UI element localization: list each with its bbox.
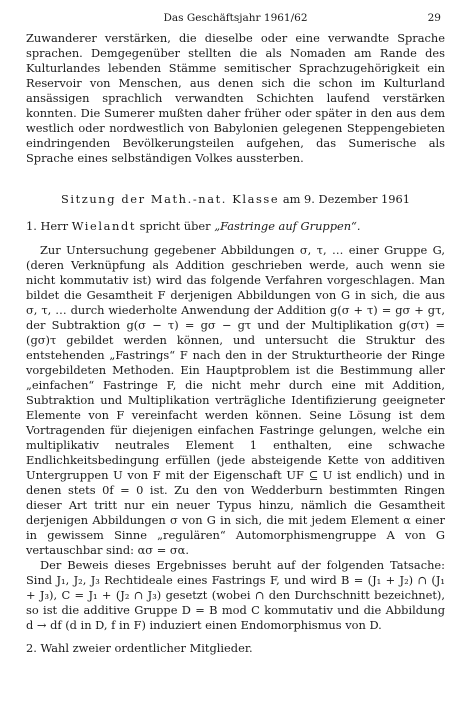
talk-title: „Fastringe auf Gruppen“. bbox=[214, 219, 361, 233]
speaker-name: Wielandt bbox=[71, 219, 137, 233]
proof-paragraph: Der Beweis dieses Ergebnisses beruht auf der folgenden Tatsache: Sind J₁, J₂, J₃ Rechtideale eines Fastrings F, und wird B = (J₁ + J₂) ∩ (J₁ + J₃), C = J₁ + (J₂ ∩ J₃) gesetzt (wobei ∩ den Durchschnitt bezeichnet), so ist die additive Gruppe D = B mod C kommutativ und die Abbildung d → df (d in D, f in F) induziert einen Endomorphismus von D. bbox=[26, 558, 445, 632]
page-number: 29 bbox=[427, 12, 441, 24]
session-heading bbox=[26, 192, 445, 207]
agenda-item-1 bbox=[26, 219, 445, 234]
agenda-item-2: 2. Wahl zweier ordentlicher Mitglieder. bbox=[26, 641, 253, 655]
session-heading-date: am 9. Dezember 1961 bbox=[279, 192, 411, 206]
running-head-title: Das Geschäftsjahr 1961/62 bbox=[163, 12, 308, 24]
opening-paragraph: Zuwanderer verstärken, die dieselbe oder eine verwandte Sprache sprachen. Demgegenüber stellten die als Nomaden am Rande des Kulturlandes lebenden Stämme semitischer Sprachzugehörigkeit ein Reservoir von Menschen, aus denen sich die schon im Kulturland ansässigen sprachlich verwandten Schichten laufend verstärken konnten. Die Sumerer mußten daher früher oder später in den aus dem westlich oder nordwestlich von Babylonien gelegenen Steppengebieten eindringenden Bevölkerungsteilen aufgehen, das Sumerische als Sprache eines selbständigen Volkes aussterben. bbox=[26, 31, 445, 165]
agenda-item-1-verb: spricht über bbox=[136, 219, 215, 233]
running-head bbox=[26, 8, 445, 28]
agenda-item-1-prefix: 1. Herr bbox=[26, 219, 72, 233]
session-heading-main: Sitzung der Math.-nat. Klasse bbox=[60, 192, 280, 206]
main-paragraph: Zur Untersuchung gegebener Abbildungen σ, τ, … einer Gruppe G, (deren Verknüpfung als Addition geschrieben werde, auch wenn sie nicht kommutativ ist) wird das folgende Verfahren vorgeschlagen. Man bildet die Gesamtheit F derjenigen Abbildungen von G in sich, die aus σ, τ, … durch wiederholte Anwendung der Addition g(σ + τ) = gσ + gτ, der Subtraktion g(σ − τ) = gσ − gτ und der Multiplikation g(στ) = (gσ)τ gebildet werden können, und untersucht die Struktur des entstehenden „Fastrings“ F nach den in der Strukturtheorie der Ringe vorgebildeten Methoden. Ein Hauptproblem ist die Bestimmung aller „einfachen“ Fastringe F, die nicht mehr durch eine mit Addition, Subtraktion und Multiplikation verträgliche Identifizierung geeigneter Elemente von F vereinfacht werden können. Seine Lösung ist dem Vortragenden für diejenigen einfachen Fastringe gelungen, welche ein multiplikativ neutrales Element 1 enthalten, eine schwache Endlichkeitsbedingung erfüllen (jede absteigende Kette von additiven Untergruppen U von F mit der Eigenschaft UF ⊆ U ist endlich) und in denen stets 0f = 0 ist. Zu den von Wedderburn bestimmten Ringen dieser Art tritt nur ein neuer Typus hinzu, nämlich die Gesamtheit derjenigen Abbildungen σ von G in sich, die mit jedem Element α einer in gewissem Sinne „regulären“ Automorphismengruppe A von G vertauschbar sind: ασ = σα. bbox=[26, 243, 445, 557]
